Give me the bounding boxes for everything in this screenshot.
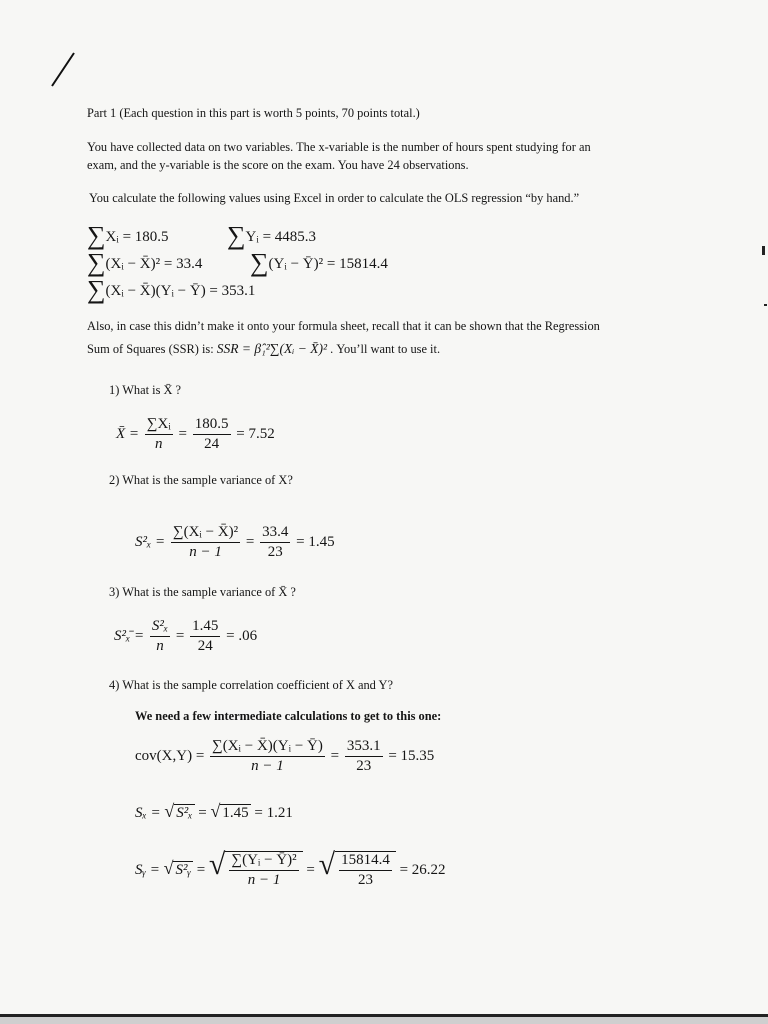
question-1: 1) What is X̄ ? — [109, 383, 182, 397]
scan-mark-right-1 — [762, 246, 765, 255]
given-sum-sq-x: ∑(Xᵢ − X̄)² = 33.4 — [87, 248, 203, 277]
answer-1: X̄ = $\frac{\text{∑Xᵢ}}{n}$ = $\frac{180.5}{24}$ = 7.52 — [116, 416, 275, 452]
pen-slash-mark — [48, 50, 78, 90]
ssr-formula: SSR = β̂₁²∑(Xᵢ − X̄)² — [216, 341, 328, 356]
question-4: 4) What is the sample correlation coefficient of X and Y? — [109, 678, 393, 692]
scan-mark-right-2 — [764, 304, 767, 306]
scan-edge-bottom-shadow — [0, 1017, 768, 1024]
given-sum-cross: ∑(Xᵢ − X̄)(Yᵢ − Ȳ) = 353.1 — [87, 275, 256, 304]
answer-3: S²ₓ̄ = $\frac{\text{S²ₓ}}{n}$ = $\frac{1.45}{24}$ = .06 — [114, 618, 258, 654]
question-4-note: We need a few intermediate calculations to get to this one: — [135, 709, 442, 723]
question-2: 2) What is the sample variance of X? — [109, 473, 293, 487]
question-3: 3) What is the sample variance of X̄ ? — [109, 585, 296, 599]
intro-line-3: You calculate the following values using Excel in order to calculate the OLS regression “by hand.” — [89, 191, 580, 205]
answer-sx: Sₓ = √ S²ₓ = √ 1.45 = 1.21 — [135, 801, 293, 821]
answer-covariance: cov(X,Y) = $\frac{\text{∑(Xᵢ − X̄)(Yᵢ − Ȳ)}}{n - 1}$ = $\frac{353.1}{23}$ = 15.35 — [135, 738, 435, 774]
given-sum-x: ∑Xᵢ = 180.5 — [87, 221, 169, 250]
part-title: Part 1 (Each question in this part is worth 5 points, 70 points total.) — [87, 106, 420, 120]
note-line-2: Sum of Squares (SSR) is: SSR = β̂₁²∑(Xᵢ − X̄)² . You’ll want to use it. — [87, 341, 441, 356]
note-line-1: Also, in case this didn’t make it onto your formula sheet, recall that it can be shown that the Regression — [87, 319, 600, 333]
intro-line-2: exam, and the y-variable is the score on the exam. You have 24 observations. — [87, 158, 469, 172]
intro-line-1: You have collected data on two variables. The x-variable is the number of hours spent studying for an — [87, 140, 591, 154]
answer-2: S²ₓ = $\frac{\text{∑(Xᵢ − X̄)²}}{n - 1}$ = $\frac{33.4}{23}$ = 1.45 — [135, 524, 335, 560]
given-sum-sq-y: ∑(Yᵢ − Ȳ)² = 15814.4 — [250, 248, 388, 277]
given-sum-y: ∑Yᵢ = 4485.3 — [227, 221, 317, 250]
answer-sy: Sᵧ = √ S²ᵧ = √ $\frac{\text{∑(Yᵢ − Ȳ)²}}{n - 1}$ = √ $\frac{15814.4}{23}$ = 26.22 — [135, 848, 446, 889]
